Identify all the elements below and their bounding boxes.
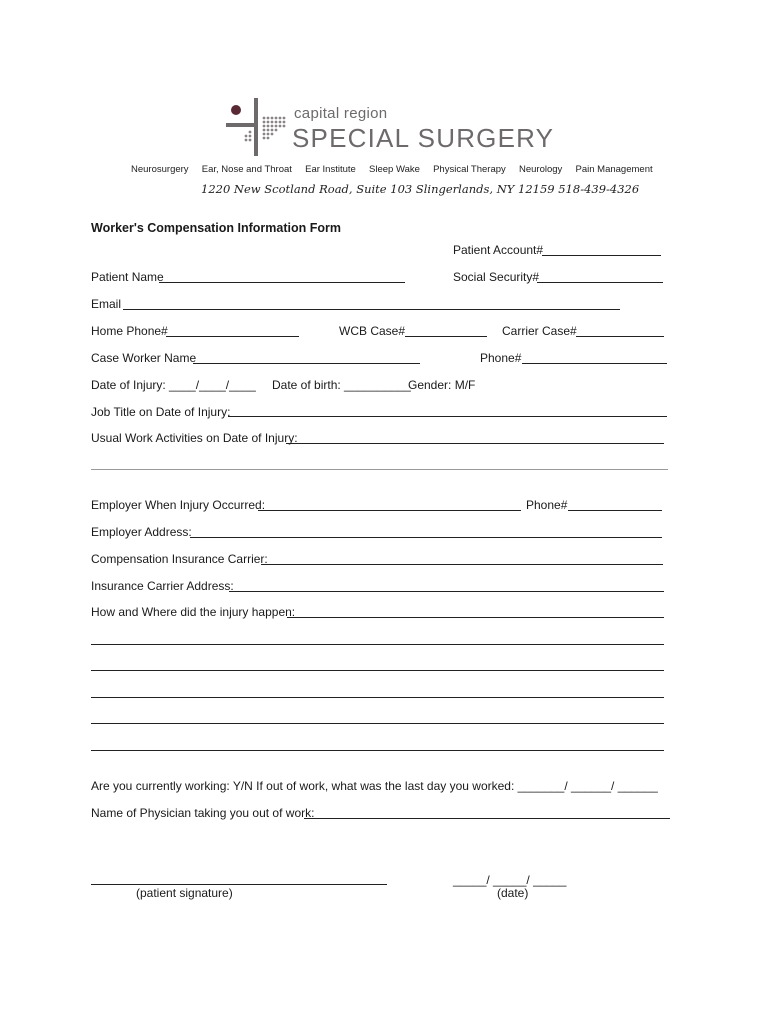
patient-account-field[interactable] (542, 255, 661, 256)
case-worker-phone-label: Phone# (480, 351, 522, 365)
wcb-case-label: WCB Case# (339, 324, 406, 338)
case-worker-phone-field[interactable] (522, 363, 667, 364)
services-list (131, 164, 653, 175)
signature-date-field[interactable]: _____/ _____/ _____ (453, 873, 567, 887)
how-where-extra-line[interactable] (91, 697, 664, 698)
carrier-address-field[interactable] (229, 591, 664, 592)
patient-name-label: Patient Name (91, 270, 164, 284)
physician-field[interactable] (304, 818, 670, 819)
job-title-field[interactable] (228, 416, 667, 417)
signature-caption: (patient signature) (136, 886, 233, 900)
section-divider (91, 469, 668, 470)
service-item: Sleep Wake (369, 164, 420, 175)
how-where-extra-line[interactable] (91, 723, 664, 724)
employer-phone-field[interactable] (568, 510, 662, 511)
case-worker-field[interactable] (193, 363, 420, 364)
service-item: Physical Therapy (433, 164, 506, 175)
service-item: Neurosurgery (131, 164, 189, 175)
how-where-extra-line[interactable] (91, 644, 664, 645)
employer-label: Employer When Injury Occurred: (91, 498, 266, 512)
service-item: Ear Institute (305, 164, 356, 175)
gender-field[interactable]: Gender: M/F (408, 378, 476, 392)
date-caption: (date) (497, 886, 529, 900)
service-item: Neurology (519, 164, 563, 175)
physician-label: Name of Physician taking you out of work: (91, 806, 315, 820)
date-of-injury-field[interactable]: Date of Injury: ____/____/____ (91, 378, 256, 392)
logo-mark-icon (222, 96, 292, 158)
logo-text-small: capital region (294, 105, 388, 122)
usual-work-field[interactable] (286, 443, 664, 444)
email-label: Email (91, 297, 122, 311)
how-where-field[interactable] (287, 617, 664, 618)
comp-carrier-field[interactable] (261, 564, 663, 565)
employer-field[interactable] (258, 510, 521, 511)
how-where-label: How and Where did the injury happen: (91, 605, 296, 619)
logo-text-large: SPECIAL SURGERY (292, 123, 555, 153)
clinic-address: 1220 New Scotland Road, Suite 103 Slingerlands, NY 12159 518-439-4326 (201, 182, 640, 196)
wcb-case-field[interactable] (405, 336, 487, 337)
job-title-label: Job Title on Date of Injury: (91, 405, 231, 419)
signature-line[interactable] (91, 884, 387, 885)
social-security-label: Social Security# (453, 270, 540, 284)
patient-name-field[interactable] (159, 282, 405, 283)
case-worker-label: Case Worker Name (91, 351, 197, 365)
employer-address-field[interactable] (190, 537, 662, 538)
home-phone-label: Home Phone# (91, 324, 168, 338)
comp-carrier-label: Compensation Insurance Carrier: (91, 552, 268, 566)
email-field[interactable] (123, 309, 620, 310)
form-title: Worker's Compensation Information Form (91, 221, 341, 235)
carrier-address-label: Insurance Carrier Address: (91, 579, 234, 593)
usual-work-label: Usual Work Activities on Date of Injury: (91, 431, 298, 445)
currently-working-field[interactable]: Are you currently working: Y/N If out of work, what was the last day you worked: _______/ ______/ ______ (91, 779, 658, 793)
logo (222, 96, 555, 158)
employer-address-label: Employer Address: (91, 525, 192, 539)
service-item: Pain Management (575, 164, 653, 175)
service-item: Ear, Nose and Throat (201, 164, 292, 175)
patient-account-label: Patient Account# (453, 243, 544, 257)
how-where-extra-line[interactable] (91, 670, 664, 671)
home-phone-field[interactable] (166, 336, 299, 337)
social-security-field[interactable] (537, 282, 663, 283)
how-where-extra-line[interactable] (91, 750, 664, 751)
carrier-case-field[interactable] (576, 336, 664, 337)
date-of-birth-field[interactable]: Date of birth: __________ (272, 378, 411, 392)
employer-phone-label: Phone# (526, 498, 568, 512)
carrier-case-label: Carrier Case# (502, 324, 577, 338)
